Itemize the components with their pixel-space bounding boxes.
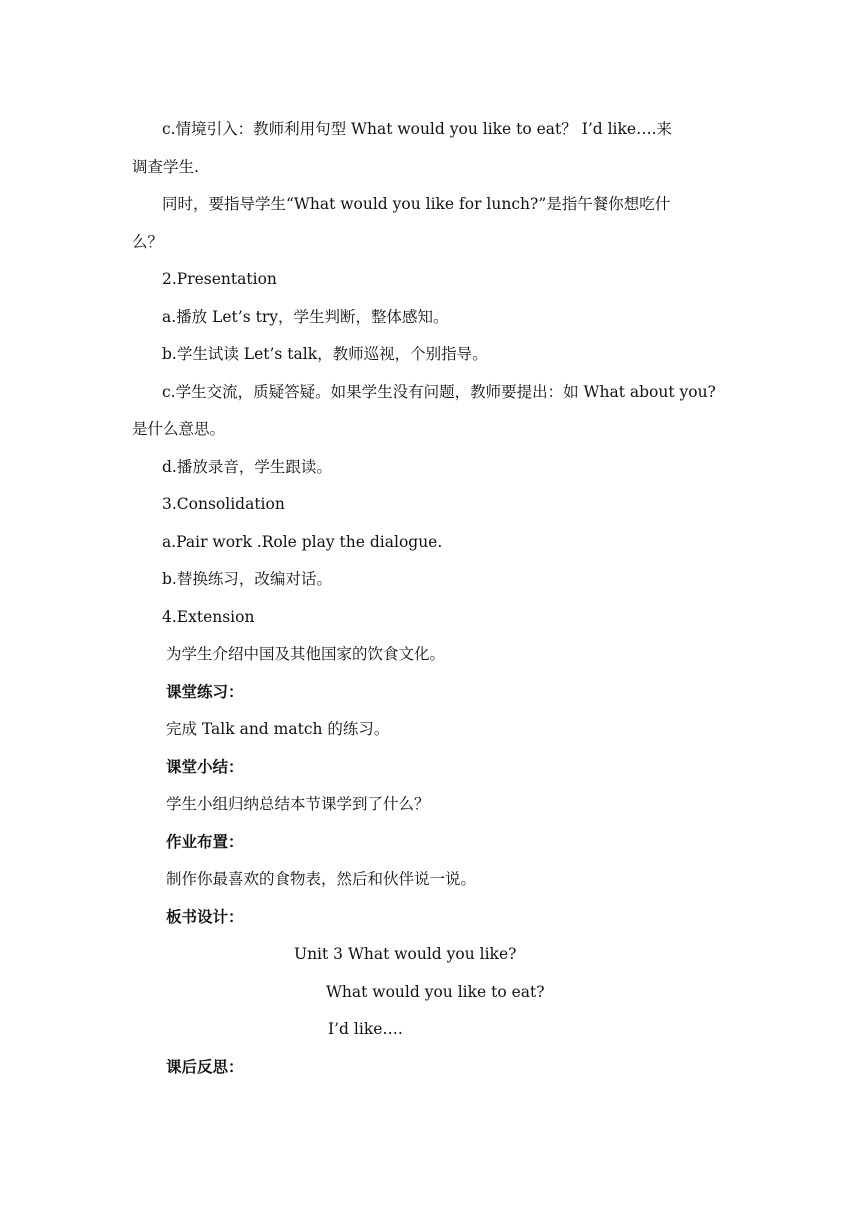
text-line: c.学生交流，质疑答疑。如果学生没有问题，教师要提出：如 What about you? [162, 383, 716, 401]
bold-heading: 板书设计： [166, 908, 244, 926]
text-line: 制作你最喜欢的食物表，然后和伙伴说一说。 [166, 870, 477, 888]
text-line: d.播放录音，学生跟读。 [162, 458, 332, 476]
board-line: Unit 3 What would you like? [294, 945, 517, 963]
text-line: 同时，要指导学生“What would you like for lunch?”是指午餐你想吃什 [162, 195, 671, 213]
text-line: a.Pair work .Role play the dialogue. [162, 533, 443, 551]
bold-heading: 课后反思： [166, 1058, 244, 1076]
text-line: 完成 Talk and match 的练习。 [166, 720, 390, 738]
text-line: b.替换练习，改编对话。 [162, 570, 332, 588]
bold-heading: 课堂小结： [166, 758, 244, 776]
board-line: I’d like…. [328, 1020, 403, 1038]
bold-heading: 课堂练习： [166, 683, 244, 701]
section-heading: 4.Extension [162, 608, 255, 626]
text-line: 学生小组归纳总结本节课学到了什么？ [166, 795, 430, 813]
text-line: 为学生介绍中国及其他国家的饮食文化。 [166, 645, 446, 663]
text-line: a.播放 Let’s try，学生判断，整体感知。 [162, 308, 449, 326]
bold-heading: 作业布置： [166, 833, 244, 851]
text-line: 么？ [132, 233, 164, 251]
section-heading: 2.Presentation [162, 270, 277, 288]
text-line: 调查学生. [132, 158, 199, 176]
board-line: What would you like to eat? [326, 983, 545, 1001]
section-heading: 3.Consolidation [162, 495, 285, 513]
text-line: 是什么意思。 [132, 420, 226, 438]
text-line: c.情境引入：教师利用句型 What would you like to eat？ I’d like….来 [162, 120, 673, 138]
text-line: b.学生试读 Let’s talk，教师巡视，个别指导。 [162, 345, 488, 363]
